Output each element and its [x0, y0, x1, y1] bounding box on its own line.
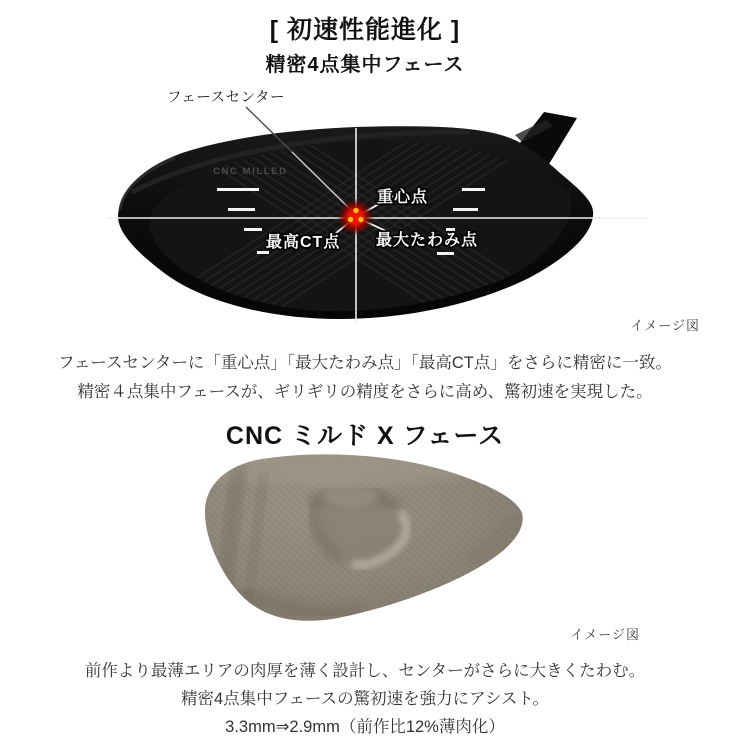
face-center-label: フェースセンター	[167, 90, 285, 106]
section2-paragraph	[0, 657, 730, 741]
section1-title: [ 初速性能進化 ]	[269, 16, 461, 44]
plate-shading	[170, 450, 523, 621]
section1-paragraph	[0, 349, 730, 407]
paragraph-line: 3.3mm⇒2.9mm（前作比12%薄肉化）	[225, 718, 505, 736]
paragraph-line: 前作より最薄エリアの肉厚を薄く設計し、センターがさらに大きくたわむ。	[84, 662, 646, 680]
section2-title: CNC ミルド X フェース	[225, 422, 505, 450]
impact-glow	[337, 198, 375, 236]
max-ct-point-label: 最高CT点	[266, 234, 341, 251]
max-deflection-point-label: 最大たわみ点	[376, 232, 479, 249]
face-plate-figure	[0, 450, 730, 650]
cnc-milled-engraving: CNC MILLED	[213, 166, 288, 177]
driver-face-illustration	[0, 80, 730, 340]
paragraph-line: 精密4点集中フェースの驚初速を強力にアシスト。	[181, 690, 549, 708]
paragraph-line: フェースセンターに「重心点」「最大たわみ点」「最高CT点」をさらに精密に一致。	[58, 354, 672, 372]
gravity-point-label: 重心点	[377, 189, 429, 206]
image-note-caption-2: イメージ図	[570, 627, 640, 642]
image-note-caption-1: イメージ図	[630, 318, 700, 333]
face-plate-illustration	[0, 450, 730, 650]
driver-face-figure	[0, 80, 730, 340]
paragraph-line: 精密４点集中フェースが、ギリギリの精度をさらに高め、驚初速を実現した。	[77, 383, 653, 401]
section1-subtitle: 精密4点集中フェース	[265, 54, 465, 76]
